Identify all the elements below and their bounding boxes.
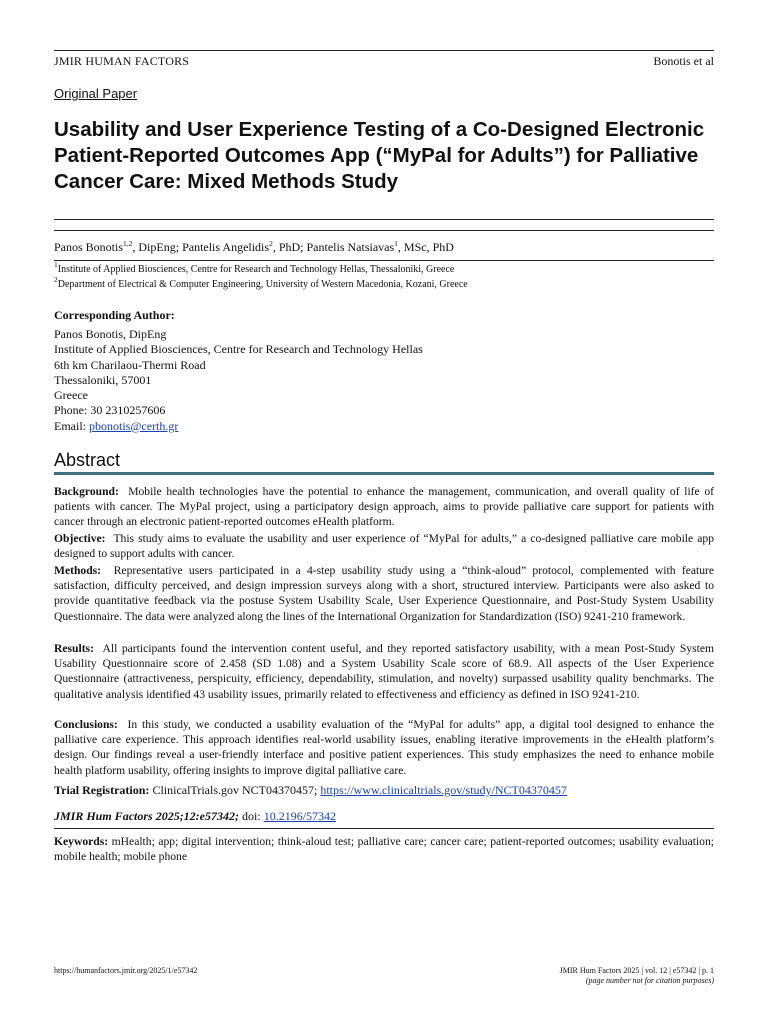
trial-text: ClinicalTrials.gov NCT04370457; <box>152 783 321 797</box>
header-top-rule <box>54 50 714 51</box>
affiliation-text: Department of Electrical & Computer Engineering, University of Western Macedonia, Kozani, Greece <box>57 279 468 290</box>
email-label: Email: <box>54 418 89 433</box>
corresponding-line: Panos Bonotis, DipEng <box>54 327 167 341</box>
affiliation-text: Institute of Applied Biosciences, Centre for Research and Technology Hellas, Thessaloniki, Greece <box>57 264 455 275</box>
methods-label: Methods: <box>54 564 102 577</box>
author-degree: , PhD; <box>272 240 307 254</box>
trial-registration <box>54 783 714 798</box>
paper-type: Original Paper <box>54 86 138 101</box>
footer-citation-note <box>560 976 714 986</box>
trial-label: Trial Registration: <box>54 783 150 797</box>
journal-name: JMIR HUMAN FACTORS <box>54 54 190 68</box>
results-label: Results: <box>54 642 94 655</box>
author-degree: , DipEng; <box>132 240 183 254</box>
conclusions-text: In this study, we conducted a usability evaluation of the “MyPal for adults” app, a digital tool designed to enhance the palliative care experience. This approach identifies real-world usability issues, enabling iterative improvements in the eHealth platform’s design. Our findings reveal a user-friendly interface and positive patient experiences. This study emphasizes the need to enhance mobile health platform usability, offering insights to improve digital palliative care. <box>54 718 715 777</box>
abstract-background <box>54 484 714 530</box>
author-affiliation-mark: 2 <box>269 239 273 248</box>
abstract-rule <box>54 472 714 475</box>
abstract-heading: Abstract <box>54 450 121 470</box>
methods-text: Representative users participated in a 4-step usability study using a “think-aloud” protocol, complemented with feature satisfaction, difficulty perceived, and design impression surveys along with a short, structured interview. Participants were also asked to provide quantitative feedback via the postuse System Usability Scale, User Experience Questionnaire, and Post-Study System Usability Questionnaire. The data were analyzed along the lines of the International Organization for Standardization (ISO) 9241-210 framework. <box>54 564 715 623</box>
abstract-conclusions <box>54 717 714 778</box>
results-text: All participants found the intervention content useful, and they reported satisfactory usability, with a mean Post-Study System Usability Questionnaire score of 2.458 (SD 1.08) and a System Usability Scale score of 68.9. All aspects of the User Experience Questionnaire (attractiveness, perspicuity, efficiency, dependability, stimulation, and novelty) surpassed usability quality benchmarks. The qualitative analysis identified 43 usability issues, primarily related to effectiveness and efficiency as defined in ISO 9241-210. <box>54 642 714 701</box>
objective-label: Objective: <box>54 532 106 545</box>
citation-line <box>54 809 336 824</box>
corresponding-author-block <box>54 327 423 434</box>
trial-link[interactable]: https://www.clinicaltrials.gov/study/NCT04370457 <box>320 783 567 797</box>
corresponding-line: Greece <box>54 388 88 403</box>
affiliation-2 <box>54 275 468 290</box>
corresponding-line: Phone: 30 2310257606 <box>54 403 166 418</box>
footer-journal-info: JMIR Hum Factors 2025 | vol. 12 | e57342 | p. 1 <box>559 966 714 975</box>
author-affiliation-mark: 1 <box>394 239 398 248</box>
doi-link[interactable]: 10.2196/57342 <box>263 809 337 823</box>
corresponding-author-heading: Corresponding Author: <box>54 308 175 322</box>
corresponding-line: Institute of Applied Biosciences, Centre for Research and Technology Hellas <box>54 342 423 357</box>
author-degree: , MSc, PhD <box>397 240 454 254</box>
title-rule-2 <box>54 230 714 231</box>
abstract-objective <box>54 531 714 561</box>
objective-text: This study aims to evaluate the usability and user experience of “MyPal for adults,” a co-designed palliative care mobile app designed to support adults with cancer. <box>54 532 714 561</box>
affiliation-1 <box>54 260 455 275</box>
email-link[interactable]: pbonotis@certh.gr <box>89 418 179 433</box>
footer-page-info <box>560 966 714 986</box>
author-name: Pantelis Natsiavas <box>306 240 395 254</box>
running-authors: Bonotis et al <box>653 54 714 68</box>
keywords-rule <box>54 828 714 829</box>
title-rule-1 <box>54 219 714 220</box>
abstract-methods <box>54 563 714 624</box>
affiliation-number: 2 <box>54 275 58 284</box>
author-list <box>54 240 454 255</box>
author-name: Panos Bonotis <box>54 240 124 254</box>
email-line <box>54 419 423 434</box>
author-affiliation-mark: 1,2 <box>123 239 133 248</box>
footer-citation-note-text: (page number not for citation purposes) <box>585 976 714 985</box>
background-label: Background: <box>54 485 119 498</box>
abstract-results <box>54 641 714 702</box>
conclusions-label: Conclusions: <box>54 718 118 731</box>
citation-journal: JMIR Hum Factors 2025;12:e57342; <box>54 809 240 823</box>
corresponding-line: 6th km Charilaou-Thermi Road <box>54 357 206 372</box>
background-text: Mobile health technologies have the potential to enhance the management, communication, and overall quality of life of patients with cancer. The MyPal project, using a participatory design approach, aims to provide palliative care support for patients with cancer through an electronic patient-reported outcomes eHealth platform. <box>54 485 714 529</box>
paper-title: Usability and User Experience Testing of a Co-Designed Electronic Patient-Reported Outcomes App (“MyPal for Adults”) for Palliative Cancer Care: Mixed Methods Study <box>54 118 705 193</box>
keywords-text: mHealth; app; digital intervention; think-aloud test; palliative care; cancer care; patient-reported outcomes; usability evaluation; mobile health; mobile phone <box>54 835 714 864</box>
doi-label: doi: <box>239 809 264 823</box>
keywords <box>54 834 714 864</box>
corresponding-line: Thessaloniki, 57001 <box>54 372 152 387</box>
affiliation-number: 1 <box>54 260 58 269</box>
keywords-label: Keywords: <box>54 835 109 848</box>
footer-url: https://humanfactors.jmir.org/2025/1/e57342 <box>54 966 198 975</box>
authors-rule <box>54 260 714 261</box>
author-name: Pantelis Angelidis <box>182 240 270 254</box>
